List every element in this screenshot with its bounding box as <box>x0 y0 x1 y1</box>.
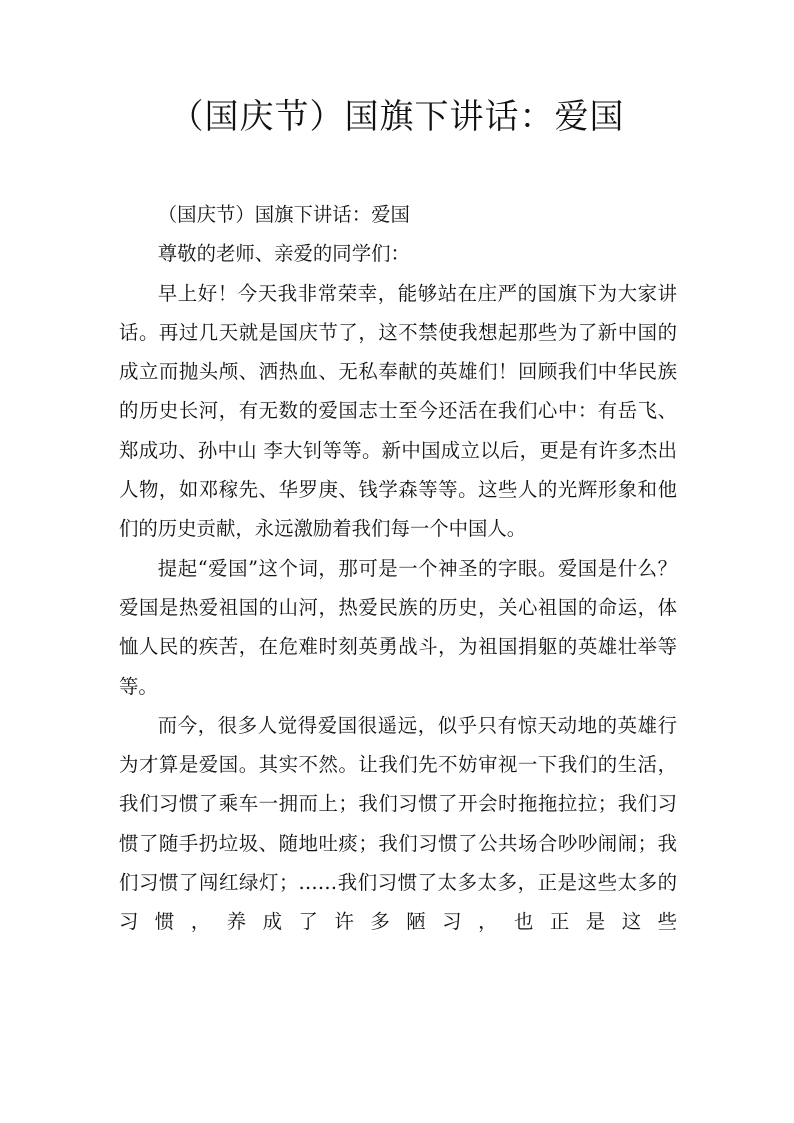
body-paragraph: 提起“爱国”这个词，那可是一个神圣的字眼。爱国是什么？爱国是热爱祖国的山河，热爱民族的历史，关心祖国的命运，体恤人民的疾苦，在危难时刻英勇战斗，为祖国捐躯的英雄壮举等等。 <box>119 556 677 698</box>
document-title: （国庆节）国旗下讲话：爱国 <box>169 97 625 137</box>
body-paragraph: 而今，很多人觉得爱国很遥远，似乎只有惊天动地的英雄行为才算是爱国。其实不然。让我们先不妨审视一下我们的生活，我们习惯了乘车一拥而上；我们习惯了开会时拖拖拉拉；我们习惯了随手扔垃圾、随地吐痰；我们习惯了公共场合吵吵闹闹；我们习惯了闯红绿灯；……我们习惯了太多太多，正是这些太多的习惯，养成了许多陋习，也正是这些 <box>119 713 677 934</box>
body-paragraph: 早上好！今天我非常荣幸，能够站在庄严的国旗下为大家讲话。再过几天就是国庆节了，这不禁使我想起那些为了新中国的成立而抛头颅、洒热血、无私奉献的英雄们！回顾我们中华民族的历史长河，有无数的爱国志士至今还活在我们心中：有岳飞、郑成功、孙中山 李大钊等等。新中国成立以后，更是有许多杰出人物，如邓稼先、华罗庚、钱学森等等。这些人的光辉形象和他们的历史贡献，永远激励着我们每一个中国人。 <box>119 281 677 541</box>
document-body <box>119 195 677 942</box>
salutation-paragraph: 尊敬的老师、亲爱的同学们： <box>157 242 410 266</box>
subtitle-paragraph: （国庆节）国旗下讲话：爱国 <box>157 203 410 226</box>
